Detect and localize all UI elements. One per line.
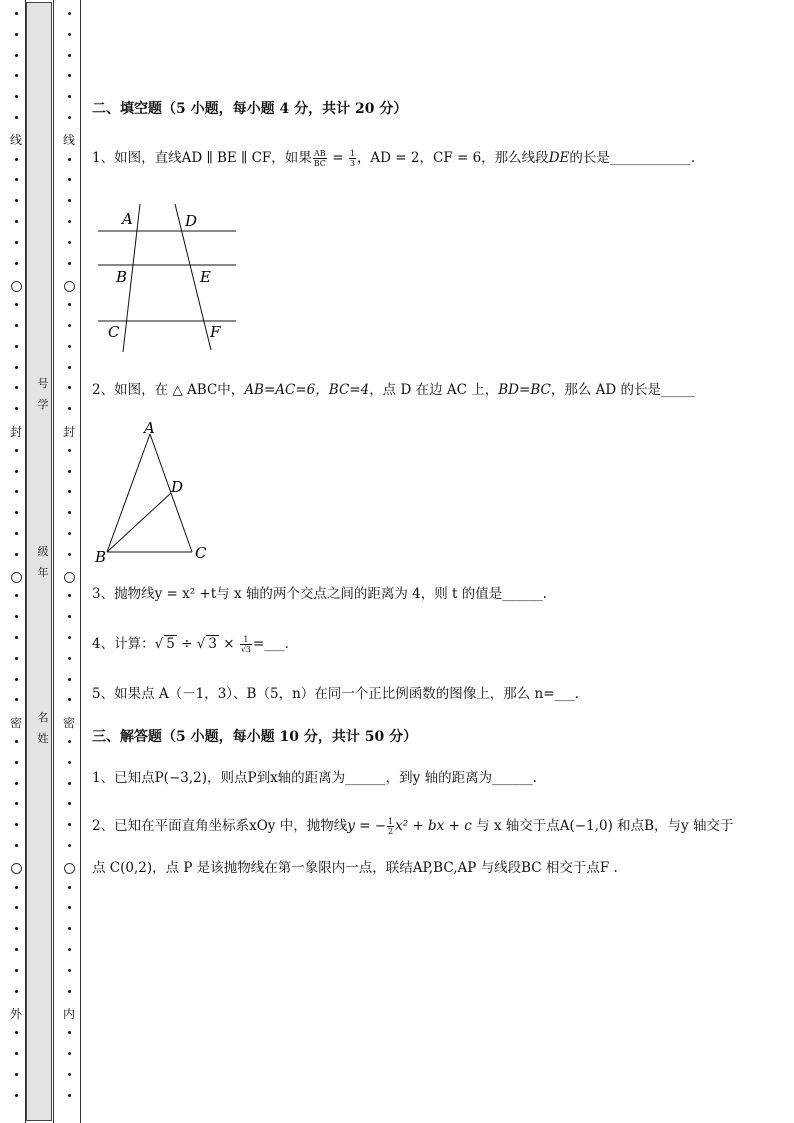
segment-bd xyxy=(107,493,171,552)
margin-dot xyxy=(15,95,18,98)
q2-mid: ，点 D 在边 AC 上， xyxy=(369,382,499,398)
sqrt-sign: √ xyxy=(154,636,164,652)
margin-rule-middle xyxy=(53,0,54,1123)
margin-dot xyxy=(68,220,71,223)
q4-op-divide: ÷ xyxy=(176,636,197,652)
margin-dot xyxy=(68,95,71,98)
info-strip xyxy=(26,2,52,1121)
field-char: 号 xyxy=(37,377,49,390)
inner-label-secret: 密 xyxy=(62,716,75,730)
margin-dot xyxy=(68,116,71,119)
margin-dot xyxy=(68,178,71,181)
margin-dot xyxy=(68,386,71,389)
margin-dot xyxy=(15,948,18,951)
q4-radicand-a: 5 xyxy=(166,636,175,652)
margin-dot xyxy=(68,969,71,972)
margin-dot xyxy=(15,886,18,889)
margin-dot xyxy=(15,178,18,181)
margin-dot xyxy=(15,303,18,306)
q1-equals: = xyxy=(327,150,348,166)
margin-dot xyxy=(68,490,71,493)
margin-dot xyxy=(68,740,71,743)
q3-tail: 与 x 轴的两个交点之间的距离为 4，则 t 的值是______. xyxy=(216,586,548,602)
margin-dot xyxy=(68,906,71,909)
inner-label-line: 线 xyxy=(62,133,75,147)
margin-dot xyxy=(15,678,18,681)
inner-label-inside: 内 xyxy=(62,1007,75,1021)
q4-fraction xyxy=(240,635,252,654)
q1-variable: DE xyxy=(548,150,570,166)
margin-dot xyxy=(15,615,18,618)
outer-circle-mark xyxy=(11,863,22,874)
section-3-title: 三、解答题（5 小题，每小题 10 分，共计 50 分） xyxy=(92,729,418,745)
margin-dot xyxy=(68,553,71,556)
outer-label-seal: 封 xyxy=(9,425,22,439)
fraction-denominator: 2 xyxy=(388,827,394,836)
margin-dot xyxy=(15,906,18,909)
margin-dot xyxy=(15,1094,18,1097)
margin-dot xyxy=(15,990,18,993)
margin-dot xyxy=(68,470,71,473)
fraction-denominator: BC xyxy=(313,159,326,168)
field-char: 学 xyxy=(37,398,49,411)
margin-dot xyxy=(68,407,71,410)
margin-dot xyxy=(15,449,18,452)
margin-dot xyxy=(68,927,71,930)
point-label-e: E xyxy=(200,268,211,286)
margin-dot xyxy=(68,678,71,681)
margin-dot xyxy=(68,74,71,77)
q2-intro: 2、已知在平面直角坐标系xOy 中，抛物线 xyxy=(92,818,348,834)
outer-circle-mark xyxy=(11,281,22,292)
point-label-a: A xyxy=(122,210,133,228)
q3-prefix: 3、抛物线 xyxy=(92,586,155,602)
q2-formula-pre: y = − xyxy=(347,818,387,834)
answer-question-2-line-1 xyxy=(92,816,733,836)
vertex-label-c: C xyxy=(195,544,207,562)
q2-condition-2: BD=BC xyxy=(498,382,551,398)
margin-dot xyxy=(15,74,18,77)
margin-dot xyxy=(68,948,71,951)
q1-value-fraction xyxy=(349,149,356,168)
outer-circle-mark xyxy=(11,572,22,583)
answer-question-1: 1、已知点P(−3,2)，则点P到x轴的距离为______，到y 轴的距离为______. xyxy=(92,770,537,786)
margin-dot xyxy=(15,1052,18,1055)
margin-dot xyxy=(15,553,18,556)
margin-dot xyxy=(15,470,18,473)
margin-dot xyxy=(68,886,71,889)
margin-dot xyxy=(15,262,18,265)
margin-dot xyxy=(15,532,18,535)
margin-dot xyxy=(68,1073,71,1076)
margin-dot xyxy=(68,594,71,597)
q2-condition: AB=AC=6，BC=4 xyxy=(244,382,370,398)
margin-dot xyxy=(68,698,71,701)
margin-dot xyxy=(15,636,18,639)
margin-dot xyxy=(68,54,71,57)
side-ab xyxy=(107,434,150,552)
margin-dot xyxy=(15,12,18,15)
margin-dot xyxy=(68,802,71,805)
margin-dot xyxy=(68,657,71,660)
fill-question-4 xyxy=(92,634,289,654)
vertex-label-a: A xyxy=(144,419,155,437)
field-char: 姓 xyxy=(37,732,49,745)
margin-dot xyxy=(68,345,71,348)
fraction-numerator: 1 xyxy=(349,149,355,158)
margin-dot xyxy=(68,33,71,36)
fill-question-3 xyxy=(92,584,547,604)
q3-formula: y = x² +t xyxy=(154,586,217,602)
outer-label-line: 线 xyxy=(9,133,22,147)
q2-intro-tail: 与 x 轴交于点A(−1,0) 和点B，与y 轴交于 xyxy=(471,818,734,834)
fill-question-2 xyxy=(92,380,695,400)
margin-dot xyxy=(68,511,71,514)
margin-rule-right xyxy=(80,0,81,1123)
inner-circle-mark xyxy=(64,863,75,874)
margin-dot xyxy=(15,740,18,743)
section-2-title: 二、填空题（5 小题，每小题 4 分，共计 20 分） xyxy=(92,101,408,117)
margin-dot xyxy=(15,54,18,57)
field-char: 名 xyxy=(37,711,49,724)
margin-dot xyxy=(15,116,18,119)
sqrt-sign: √ xyxy=(196,636,206,652)
field-char: 级 xyxy=(37,545,49,558)
fill-question-1 xyxy=(92,148,695,168)
margin-dot xyxy=(15,969,18,972)
q1-ratio-fraction xyxy=(313,149,327,168)
inner-circle-mark xyxy=(64,572,75,583)
margin-dot xyxy=(68,532,71,535)
margin-dot xyxy=(68,324,71,327)
margin-dot xyxy=(15,220,18,223)
fraction-numerator: 1 xyxy=(240,635,252,645)
margin-dot xyxy=(68,1031,71,1034)
q4-op-multiply: × xyxy=(218,636,239,652)
margin-dot xyxy=(68,615,71,618)
q4-tail: =___. xyxy=(253,636,289,652)
margin-dot xyxy=(15,594,18,597)
margin-dot xyxy=(15,511,18,514)
margin-dot xyxy=(15,241,18,244)
margin-dot xyxy=(15,366,18,369)
margin-dot xyxy=(15,158,18,161)
margin-dot xyxy=(15,490,18,493)
q4-radicand-b: 3 xyxy=(208,636,217,652)
margin-dot xyxy=(15,927,18,930)
fraction-denominator: √3 xyxy=(240,645,251,654)
point-label-c: C xyxy=(108,323,120,341)
fraction-denominator: 3 xyxy=(349,159,355,168)
fraction-numerator: 1 xyxy=(388,817,394,826)
margin-dot xyxy=(15,1031,18,1034)
margin-dot xyxy=(68,636,71,639)
margin-dot xyxy=(68,241,71,244)
margin-dot xyxy=(68,262,71,265)
fill-question-5: 5、如果点 A（－1，3）、B（5，n）在同一个正比例函数的图像上，那么 n=___. xyxy=(92,686,580,702)
margin-dot xyxy=(68,303,71,306)
margin-dot xyxy=(15,345,18,348)
vertex-label-b: B xyxy=(95,548,107,566)
point-label-f: F xyxy=(210,323,221,341)
fraction-numerator: AB xyxy=(314,149,326,158)
margin-dot xyxy=(68,199,71,202)
q1-tail: 的长是____________. xyxy=(569,150,696,166)
margin-dot xyxy=(68,844,71,847)
inner-circle-mark xyxy=(64,281,75,292)
margin-dot xyxy=(15,802,18,805)
margin-dot xyxy=(15,33,18,36)
figure-parallel-lines xyxy=(94,200,244,358)
point-label-d: D xyxy=(171,478,184,496)
margin-dot xyxy=(68,1094,71,1097)
inner-label-seal: 封 xyxy=(62,425,75,439)
margin-dot xyxy=(68,12,71,15)
answer-question-2-line-2: 点 C(0,2)，点 P 是该抛物线在第一象限内一点，联结AP,BC,AP 与线段BC 相交于点F . xyxy=(92,860,618,876)
margin-dot xyxy=(68,366,71,369)
q4-prefix: 4、计算： xyxy=(92,636,155,652)
q1-suffix: ，AD = 2，CF = 6，那么线段 xyxy=(356,150,549,166)
q2-formula-post: x² + bx + c xyxy=(395,818,472,834)
point-label-b: B xyxy=(116,268,128,286)
q2-prefix: 2、如图，在 △ ABC中， xyxy=(92,382,245,398)
field-char: 年 xyxy=(37,566,49,579)
margin-dot xyxy=(68,990,71,993)
margin-dot xyxy=(15,386,18,389)
q2-tail: ，那么 AD 的长是_____ xyxy=(550,382,695,398)
margin-dot xyxy=(15,407,18,410)
margin-dot xyxy=(68,158,71,161)
margin-dot xyxy=(15,844,18,847)
margin-dot xyxy=(15,823,18,826)
margin-dot xyxy=(15,698,18,701)
point-label-d: D xyxy=(185,212,198,230)
outer-label-outside: 外 xyxy=(9,1007,22,1021)
margin-dot xyxy=(15,1073,18,1076)
margin-dot xyxy=(68,782,71,785)
q2-formula-fraction xyxy=(387,817,394,836)
q1-prefix: 1、如图，直线AD ∥ BE ∥ CF，如果 xyxy=(92,150,312,166)
margin-dot xyxy=(15,324,18,327)
figure-triangle xyxy=(92,418,222,566)
margin-dot xyxy=(15,761,18,764)
margin-dot xyxy=(15,782,18,785)
outer-label-secret: 密 xyxy=(9,716,22,730)
margin-dot xyxy=(68,761,71,764)
margin-dot xyxy=(15,199,18,202)
margin-dot xyxy=(15,657,18,660)
margin-dot xyxy=(68,449,71,452)
margin-dot xyxy=(68,823,71,826)
margin-dot xyxy=(68,1052,71,1055)
